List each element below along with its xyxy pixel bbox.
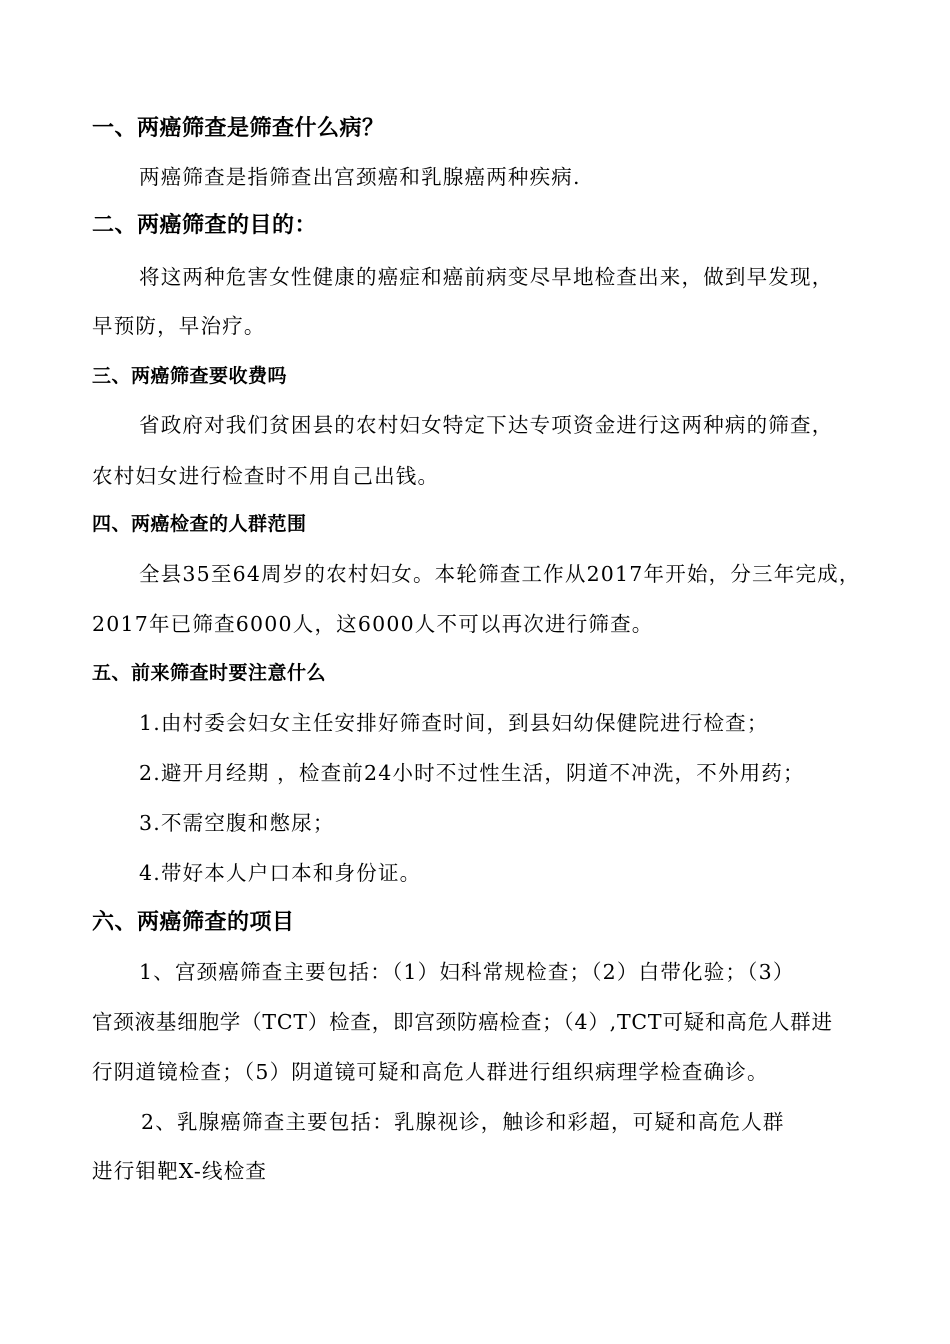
section-2-line-1: 将这两种危害女性健康的癌症和癌前病变尽早地检查出来，做到早发现， (139, 265, 834, 289)
section-1-heading: 一、两癌筛查是筛查什么病？ (92, 116, 385, 141)
section-2-line-2: 早预防，早治疗。 (92, 314, 266, 338)
section-1-paragraph: 两癌筛查是指筛查出宫颈癌和乳腺癌两种疾病. (139, 165, 581, 189)
section-3-heading: 三、两癌筛查要收费吗 (92, 365, 288, 387)
section-6-heading: 六、两癌筛查的项目 (92, 910, 295, 935)
section-5-item-1: 1.由村委会妇女主任安排好筛查时间，到县妇幼保健院进行检查； (139, 711, 769, 735)
section-4-heading: 四、两癌检查的人群范围 (92, 513, 307, 535)
section-3-line-1: 省政府对我们贫困县的农村妇女特定下达专项资金进行这两种病的筛查， (139, 413, 834, 437)
section-5-item-2: 2.避开月经期 ，检查前24小时不过性生活，阴道不冲洗，不外用药； (139, 761, 805, 785)
section-6-line-4: 2、乳腺癌筛查主要包括：乳腺视诊，触诊和彩超，可疑和高危人群 (141, 1110, 785, 1134)
section-2-heading: 二、两癌筛查的目的： (92, 213, 318, 238)
section-3-line-2: 农村妇女进行检查时不用自己出钱。 (92, 464, 440, 488)
section-6-line-3: 行阴道镜检查；（5）阴道镜可疑和高危人群进行组织病理学检查确诊。 (92, 1060, 769, 1084)
section-5-heading: 五、前来筛查时要注意什么 (92, 662, 327, 684)
section-5-item-4: 4.带好本人户口本和身份证。 (139, 861, 422, 885)
section-4-line-1: 全县35至64周岁的农村妇女。本轮筛查工作从2017年开始，分三年完成， (139, 562, 861, 586)
section-4-line-2: 2017年已筛查6000人，这6000人不可以再次进行筛查。 (92, 612, 654, 636)
section-5-item-3: 3.不需空腹和憋尿； (139, 811, 335, 835)
section-6-line-1: 1、宫颈癌筛查主要包括：（1）妇科常规检查；（2）白带化验；（3） (139, 960, 795, 984)
section-6-line-2: 官颈液基细胞学（TCT）检查，即宫颈防癌检查；（4）,TCT可疑和高危人群进 (92, 1010, 833, 1034)
section-6-line-5: 进行钼靶X-线检查 (92, 1159, 268, 1183)
